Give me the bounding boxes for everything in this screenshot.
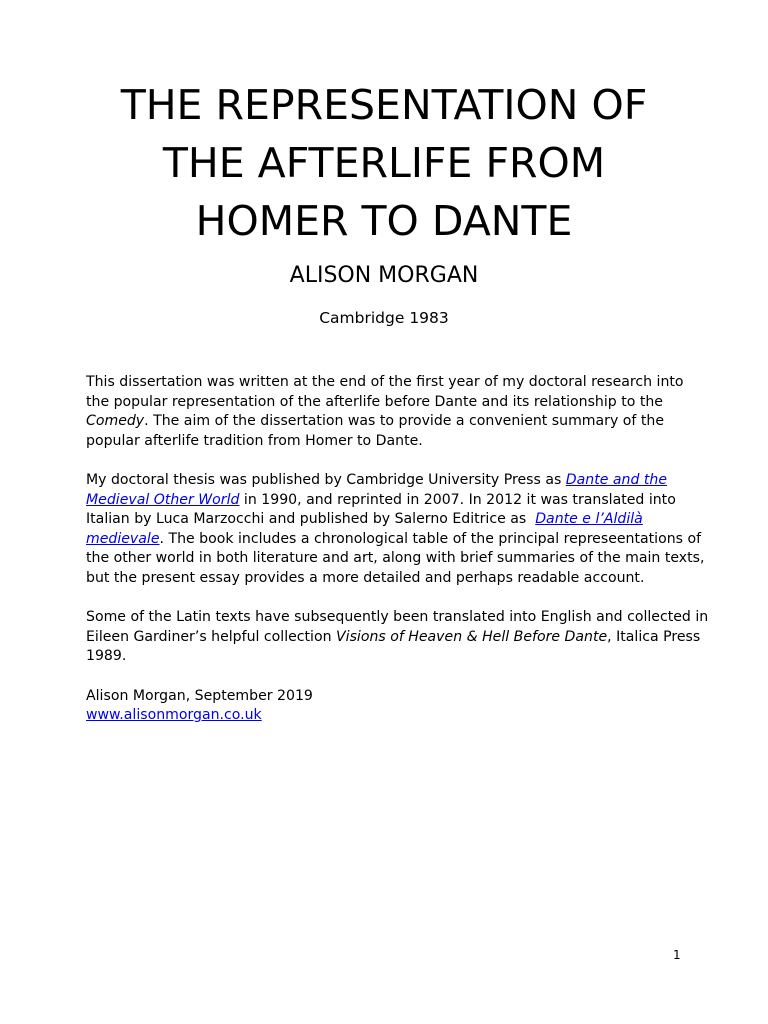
- book-link-english-continued[interactable]: [86, 492, 239, 508]
- paragraph-text: . The aim of the dissertation was to provide a convenient summary of the: [144, 413, 664, 430]
- paragraph-line: the other world in both literature and art, along with brief summaries of the main texts,: [86, 550, 705, 567]
- paragraph-line: This dissertation was written at the end of the first year of my doctoral research into: [86, 374, 684, 390]
- place-and-date: Cambridge 1983: [319, 309, 449, 327]
- book-link-italian[interactable]: [535, 511, 643, 527]
- paragraph-publication: [86, 471, 705, 589]
- title-line-1: THE REPRESENTATION OF: [120, 81, 648, 129]
- website-link[interactable]: www.alisonmorgan.co.uk: [86, 707, 262, 724]
- signature-line: Alison Morgan, September 2019: [86, 687, 313, 704]
- book-link-italian-part1: Dante e l’Aldilà: [535, 511, 643, 528]
- paragraph-line: 1989.: [86, 648, 127, 665]
- paragraph-text: in 1990, and reprinted in 2007. In 2012 it was translated into: [239, 491, 676, 508]
- book-link-english[interactable]: [566, 472, 667, 488]
- paragraph-signature: [86, 687, 698, 726]
- paragraph-text: , Italica Press: [607, 628, 701, 645]
- paragraph-intro: [86, 373, 698, 451]
- book-link-english-part1: Dante and the: [565, 471, 668, 488]
- paragraph-line: [86, 530, 702, 550]
- paragraph-line: [86, 471, 698, 491]
- paragraph-line: [86, 491, 698, 511]
- body-text: [86, 373, 709, 745]
- paragraph-text: . The book includes a chronological table of the principal represeentations of: [159, 530, 702, 547]
- document-title: [0, 76, 768, 250]
- paragraph-line: the popular representation of the afterlife before Dante and its relationship to the: [86, 393, 663, 410]
- title-line-3: HOMER TO DANTE: [195, 197, 573, 245]
- paragraph-line: [86, 412, 698, 432]
- paragraph-text: Italian by Luca Marzocchi and published by Salerno Editrice as: [86, 511, 536, 528]
- book-link-italian-part2: medievale: [86, 530, 160, 547]
- author-name: ALISON MORGAN: [289, 263, 479, 288]
- paragraph-text: Eileen Gardiner’s helpful collection: [86, 628, 337, 645]
- visions-title: Visions of Heaven & Hell Before Dante: [336, 628, 608, 645]
- paragraph-line: popular afterlife tradition from Homer to Dante.: [86, 432, 423, 449]
- paragraph-line: [86, 628, 701, 648]
- paragraph-translations: [86, 608, 709, 667]
- paragraph-line: [86, 510, 698, 530]
- comedy-title: Comedy: [86, 413, 145, 430]
- book-link-english-part2: Medieval Other World: [86, 491, 240, 508]
- book-link-italian-continued[interactable]: [86, 531, 160, 547]
- page-number: 1: [673, 948, 681, 962]
- website-line: [86, 706, 698, 726]
- paragraph-line: but the present essay provides a more detailed and perhaps readable account.: [86, 569, 645, 586]
- title-line-2: THE AFTERLIFE FROM: [162, 139, 606, 187]
- paragraph-text: My doctoral thesis was published by Cambridge University Press as: [86, 471, 566, 488]
- paragraph-line: Some of the Latin texts have subsequently been translated into English and collected in: [86, 609, 709, 626]
